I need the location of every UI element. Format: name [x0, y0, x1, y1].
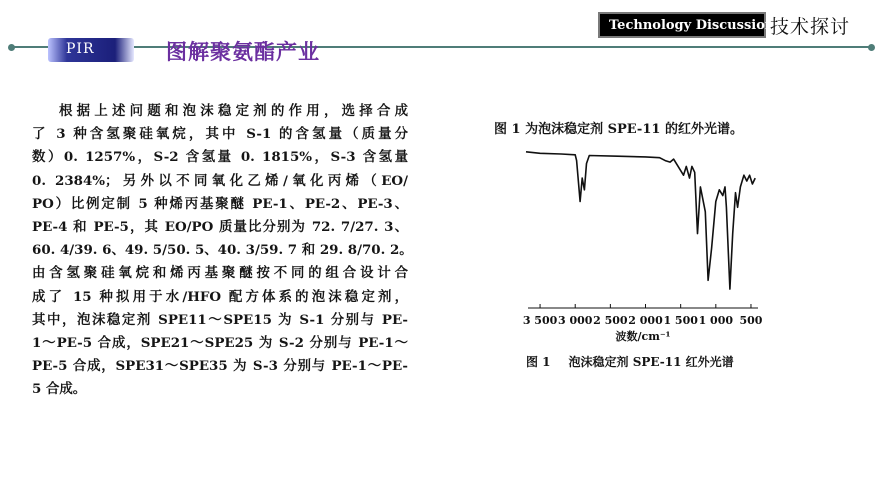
- article-line: 60. 4/39. 6、49. 5/50. 5、40. 3/59. 7 和 29. 8/70. 2。: [32, 242, 413, 259]
- spectrum-line: [526, 152, 755, 289]
- article-line: PE-4 和 PE-5，其 EO/PO 质量比分别为 72. 7/27. 3、: [32, 219, 408, 236]
- tech-discussion-cn-label: 技术探讨: [770, 16, 851, 38]
- article-line: 其中，泡沫稳定剂 SPE11～SPE15 为 S-1 分别与 PE-: [32, 311, 408, 328]
- figure-caption: [526, 353, 734, 370]
- article-line: PO）比例定制 5 种烯丙基聚醚 PE-1、PE-2、PE-3、: [32, 195, 408, 212]
- figure-caption-number: 图 1: [526, 355, 551, 369]
- tech-discussion-box: [598, 12, 775, 38]
- article-line: 1～PE-5 合成，SPE21～SPE25 为 S-2 分别与 PE-1～: [32, 335, 408, 352]
- article-line: 数）0. 1257%，S-2 含氢量 0. 1815%，S-3 含氢量: [32, 149, 408, 166]
- header-rule: [10, 46, 872, 48]
- pir-tab: [48, 38, 134, 62]
- section-title: 图解聚氨酯产业: [166, 40, 320, 64]
- x-tick-label: 500: [739, 314, 763, 327]
- figure-intro: 图 1 为泡沫稳定剂 SPE-11 的红外光谱。: [494, 122, 743, 137]
- x-tick-label: 3 000: [557, 314, 593, 327]
- article-line: 0. 2384%；另外以不同氧化乙烯/氧化丙烯（EO/: [32, 172, 408, 189]
- article-line: 了 3 种含氢聚硅氧烷，其中 S-1 的含氢量（质量分: [32, 126, 408, 143]
- article-line: 根据上述问题和泡沫稳定剂的作用，选择合成: [59, 103, 408, 119]
- ir-spectrum-chart: [518, 142, 768, 352]
- figure-caption-text: 泡沫稳定剂 SPE-11 红外光谱: [568, 355, 734, 369]
- x-tick-group: [523, 304, 763, 327]
- article-line: 由含氢聚硅氧烷和烯丙基聚醚按不同的组合设计合: [32, 265, 408, 282]
- x-tick-label: 2 500: [593, 314, 628, 327]
- tech-discussion-label: Technology Discussion: [609, 18, 775, 33]
- x-tick-label: 1 500: [663, 314, 698, 327]
- x-tick-label: 2 000: [628, 314, 663, 327]
- article-line: 5 合成。: [32, 381, 87, 398]
- x-axis-label: 波数/cm⁻¹: [615, 330, 671, 343]
- article-paragraph: [32, 100, 413, 402]
- article-line: 成了 15 种拟用于水/HFO 配方体系的泡沫稳定剂，: [32, 288, 408, 305]
- pir-tab-label: PIR: [66, 41, 95, 57]
- header-rule-right-dot: [868, 44, 875, 51]
- header-rule-left-dot: [8, 44, 15, 51]
- x-tick-label: 1 000: [698, 314, 734, 327]
- article-line: PE-5 合成，SPE31～SPE35 为 S-3 分别与 PE-1～PE-: [32, 358, 408, 375]
- x-tick-label: 3 500: [522, 314, 558, 327]
